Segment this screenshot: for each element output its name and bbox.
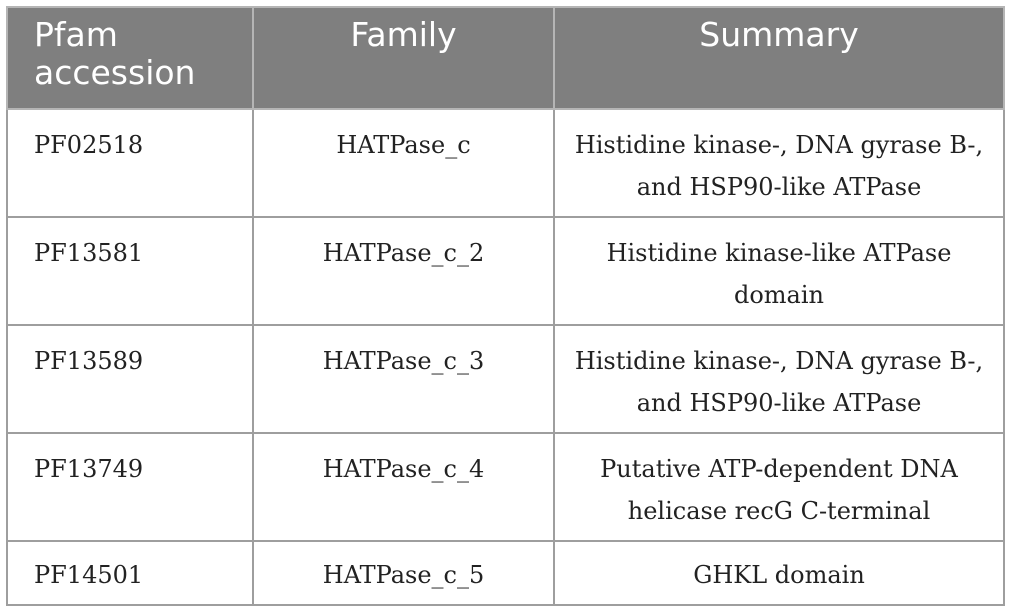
table-row: [7, 433, 1004, 541]
table-row: [7, 325, 1004, 433]
cell-family: HATPase_c_5: [253, 541, 554, 605]
table-row: [7, 217, 1004, 325]
cell-family: HATPase_c_2: [253, 217, 554, 325]
cell-accession: PF14501: [7, 541, 253, 605]
table-row: [7, 109, 1004, 217]
cell-summary: Histidine kinase-, DNA gyrase B-, and HSP90-like ATPase: [554, 109, 1004, 217]
cell-accession: PF13589: [7, 325, 253, 433]
cell-family: HATPase_c_4: [253, 433, 554, 541]
table-row: [7, 541, 1004, 605]
cell-summary: Histidine kinase-, DNA gyrase B-, and HSP90-like ATPase: [554, 325, 1004, 433]
header-family: Family: [253, 7, 554, 109]
cell-accession: PF02518: [7, 109, 253, 217]
header-summary: Summary: [554, 7, 1004, 109]
pfam-table-container: [6, 6, 1003, 606]
cell-family: HATPase_c_3: [253, 325, 554, 433]
header-pfam-accession: Pfam accession: [7, 7, 253, 109]
table-header-row: [7, 7, 1004, 109]
cell-accession: PF13581: [7, 217, 253, 325]
cell-accession: PF13749: [7, 433, 253, 541]
cell-summary: GHKL domain: [554, 541, 1004, 605]
pfam-table: [6, 6, 1005, 606]
cell-summary: Histidine kinase-like ATPase domain: [554, 217, 1004, 325]
cell-summary: Putative ATP-dependent DNA helicase recG C-terminal: [554, 433, 1004, 541]
cell-family: HATPase_c: [253, 109, 554, 217]
